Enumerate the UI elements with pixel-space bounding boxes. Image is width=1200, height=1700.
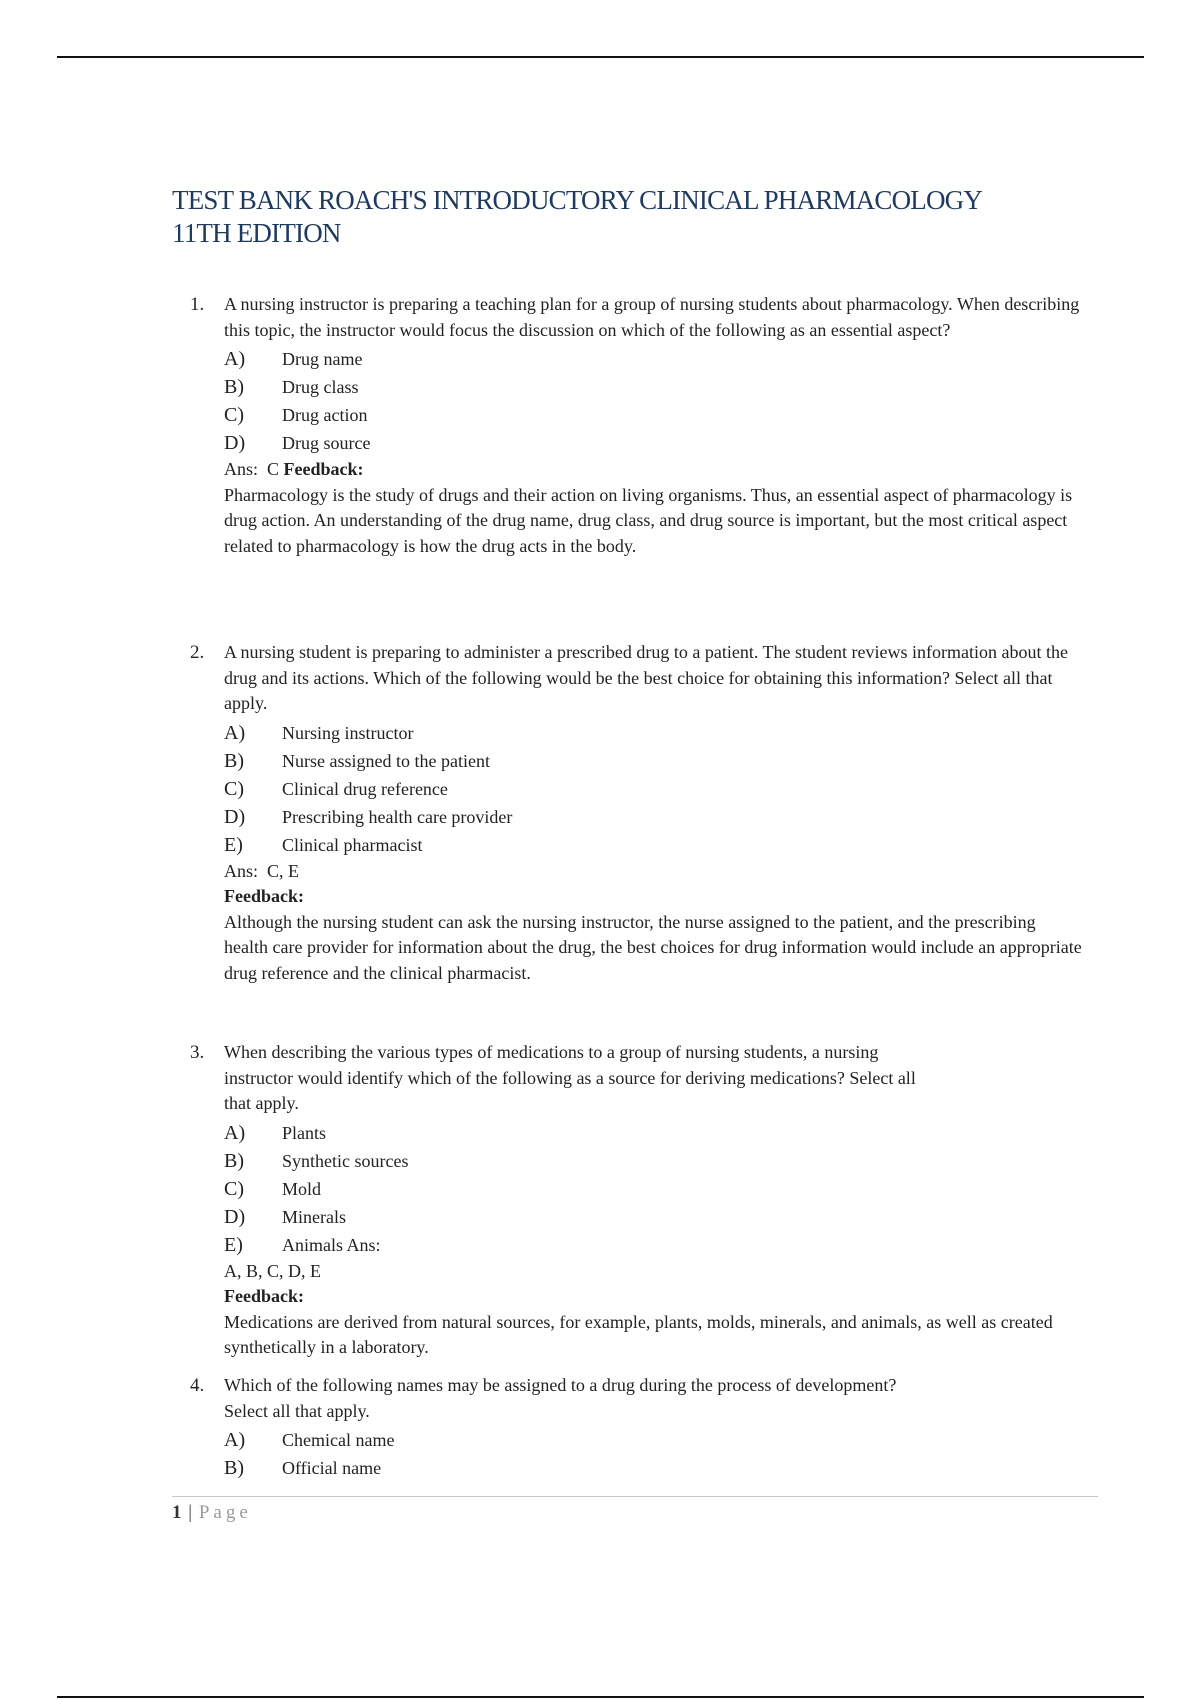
answer-line [224,457,1084,483]
page-separator: | [188,1502,193,1523]
option-d [224,1203,1084,1231]
question-number: 2. [190,642,205,663]
option-a [224,345,1084,373]
feedback-text: Medications are derived from natural sources, for example, plants, molds, minerals, and animals, as well as created synthetically in a laboratory. [224,1311,1053,1357]
question-2 [190,640,1090,986]
option-text: Nursing instructor [282,722,414,743]
option-letter: D) [224,432,246,454]
question-text [224,1373,1084,1424]
bottom-rule [57,1696,1144,1698]
option-text: Drug class [282,377,359,397]
option-letter: A) [224,348,246,370]
page-title [172,184,1072,250]
option-text: Plants [282,1122,327,1143]
option-text: Synthetic sources [282,1150,409,1171]
option-e [224,1231,1084,1259]
page-footer [172,1502,252,1524]
option-c [224,775,1084,803]
option-letter: C) [224,404,244,426]
option-list [224,719,1084,859]
question-text: A nursing student is preparing to administer a prescribed drug to a patient. The student reviews information about the drug and its actions. Which of the following would be the best choice for obtaining this information? Select all that apply. [224,642,1068,713]
question-3 [190,1040,1090,1361]
feedback-label: Feedback: [224,1286,304,1306]
option-letter: B) [224,749,244,772]
option-letter: A) [224,721,246,744]
question-number: 3. [190,1042,205,1063]
option-text: Drug source [282,433,371,453]
question-text-line-1: When describing the various types of medications to a group of nursing students, a nursing [224,1042,879,1062]
option-letter: A) [224,1429,246,1451]
feedback-label: Feedback: [283,459,364,479]
answer-value: C [267,459,280,479]
option-letter: A) [224,1121,246,1144]
option-text: Chemical name [282,1430,395,1450]
question-number: 1. [190,294,205,315]
question-1 [190,292,1090,559]
title-line-1: TEST BANK ROACH'S INTRODUCTORY CLINICAL PHARMACOLOGY [172,185,983,215]
option-text: Animals Ans: [282,1234,381,1255]
option-letter: D) [224,805,246,828]
option-letter: C) [224,777,244,800]
question-text-line-3: that apply. [224,1093,299,1113]
answer-label: Ans: [224,459,259,479]
option-letter: B) [224,1149,244,1172]
option-list [224,345,1084,457]
answer-line [224,859,1084,885]
top-rule [57,56,1144,58]
feedback-label: Feedback: [224,886,304,906]
option-list [224,1119,1084,1259]
question-text-line-2: instructor would identify which of the following as a source for deriving medications? Select all [224,1067,916,1088]
page-label: Page [198,1502,252,1523]
option-d [224,429,1084,457]
option-text: Minerals [282,1206,346,1227]
option-letter: C) [224,1177,244,1200]
option-text: Official name [282,1458,382,1478]
question-text [224,1040,1084,1117]
option-a [224,1426,1084,1454]
option-a [224,1119,1084,1147]
option-b [224,1147,1084,1175]
option-text: Drug action [282,405,368,425]
option-text: Clinical pharmacist [282,834,423,855]
question-4 [190,1373,1090,1482]
option-list [224,1426,1084,1482]
option-d [224,803,1084,831]
answer-value: C, E [267,860,300,881]
option-text: Clinical drug reference [282,778,448,799]
page-number: 1 [172,1502,182,1523]
title-line-2: 11TH EDITION [172,218,341,248]
option-e [224,831,1084,859]
option-text: Nurse assigned to the patient [282,750,490,771]
option-a [224,719,1084,747]
option-text: Prescribing health care provider [282,806,513,827]
option-text: Mold [282,1178,322,1199]
option-letter: E) [224,833,243,856]
question-text: A nursing instructor is preparing a teaching plan for a group of nursing students about pharmacology. When describing this topic, the instructor would focus the discussion on which of the following as an essential aspect? [224,294,1080,340]
question-number: 4. [190,1375,205,1396]
option-b [224,747,1084,775]
footer-divider [172,1496,1098,1497]
option-text: Drug name [282,349,363,369]
answer-value: A, B, C, D, E [224,1260,322,1281]
option-c [224,401,1084,429]
question-text-line-1: Which of the following names may be assigned to a drug during the process of development? [224,1375,897,1395]
question-text-line-2: Select all that apply. [224,1400,370,1421]
option-c [224,1175,1084,1203]
option-b [224,1454,1084,1482]
option-letter: D) [224,1205,246,1228]
option-letter: E) [224,1233,243,1256]
answer-label: Ans: [224,860,259,881]
feedback-text: Although the nursing student can ask the nursing instructor, the nurse assigned to the patient, and the prescribing health care provider for information about the drug, the best choices for drug information would include an appropriate drug reference and the clinical pharmacist. [224,911,1082,983]
option-letter: B) [224,376,244,398]
option-b [224,373,1084,401]
option-letter: B) [224,1457,244,1479]
feedback-text: Pharmacology is the study of drugs and their action on living organisms. Thus, an essential aspect of pharmacology is drug action. An understanding of the drug name, drug class, and drug source is important, but the most critical aspect related to pharmacology is how the drug acts in the body. [224,484,1073,556]
